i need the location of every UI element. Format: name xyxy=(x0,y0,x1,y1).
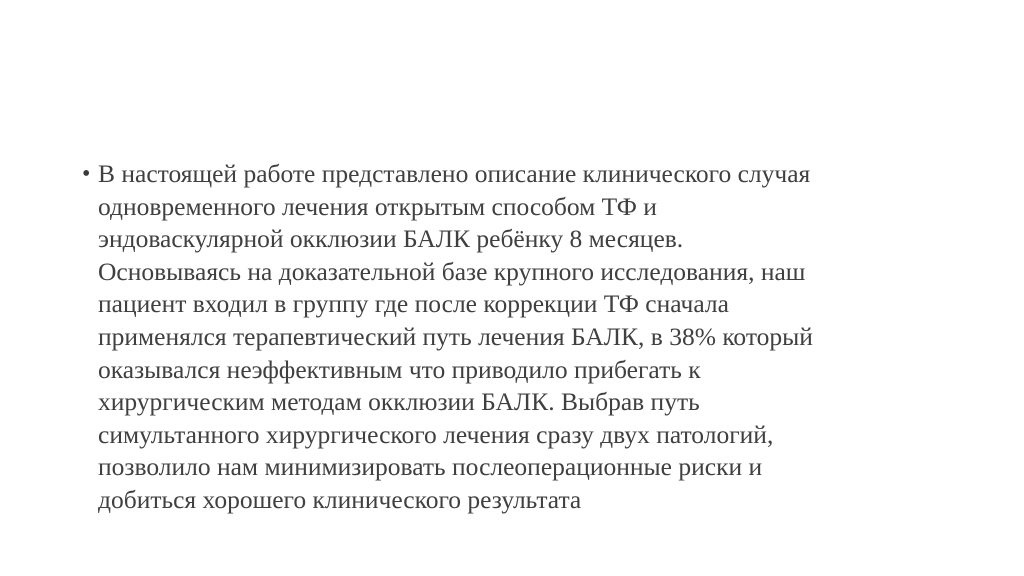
text-line: добиться хорошего клинического результата xyxy=(98,484,582,514)
bullet-paragraph xyxy=(82,158,962,517)
text-line: В настоящей работе представлено описание клинического случая xyxy=(98,159,811,188)
text-line: Основываясь на доказательной базе крупного исследования, наш xyxy=(98,256,806,286)
text-line: хирургическим методам окклюзии БАЛК. Выбрав путь xyxy=(98,387,700,417)
text-line: симультанного хирургического лечения сразу двух патологий, xyxy=(98,419,774,449)
paragraph-text xyxy=(98,158,962,517)
text-line: пациент входил в группу где после коррекции ТФ сначала xyxy=(98,289,729,319)
text-line: одновременного лечения открытым способом ТФ и xyxy=(98,191,657,221)
bullet-icon: • xyxy=(82,161,91,187)
text-line: применялся терапевтический путь лечения БАЛК, в 38% который xyxy=(98,321,813,351)
text-line: оказывался неэффективным что приводило прибегать к xyxy=(98,354,701,384)
text-line: эндоваскулярной окклюзии БАЛК ребёнку 8 месяцев. xyxy=(98,224,684,254)
text-line: позволило нам минимизировать послеоперационные риски и xyxy=(98,452,763,482)
